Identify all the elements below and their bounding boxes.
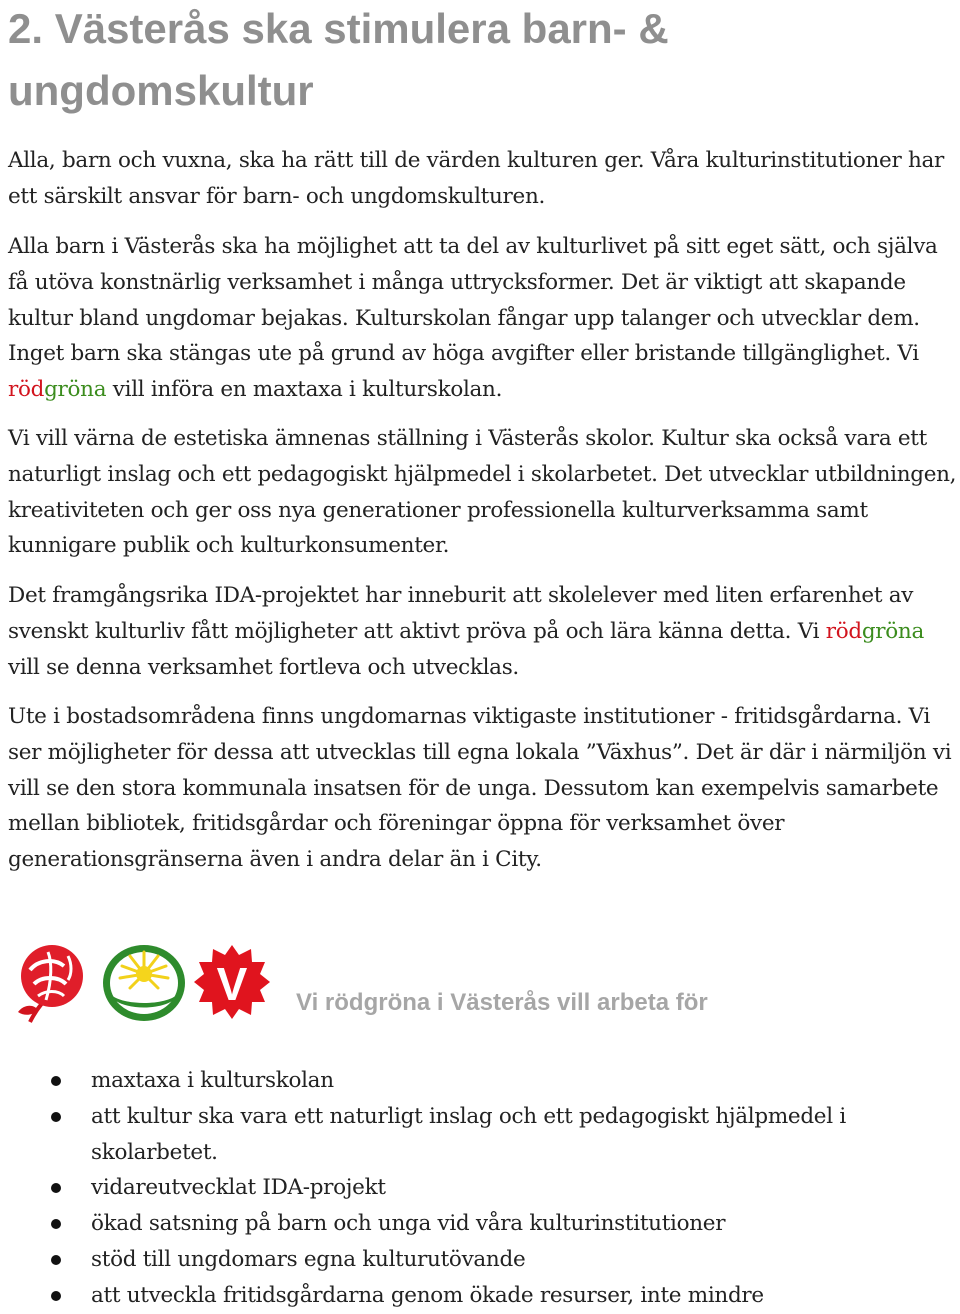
paragraph-text: Alla barn i Västerås ska ha möjlighet att ta del av kulturlivet på sitt eget sätt, och själva få utöva konstnärlig verksamhet i många uttrycksformer. Det är viktigt att skapande kultur bland ungdomar bejakas. Kulturskolan fångar upp talanger och utvecklar dem. Inget barn ska stängas ute på grund av höga avgifter eller bristande tillgänglighet. Vi xyxy=(8,234,938,367)
v-star-logo-icon xyxy=(194,944,270,1020)
list-item xyxy=(0,1170,906,1206)
rod-part: röd xyxy=(8,377,45,403)
rose-logo-icon xyxy=(8,940,92,1026)
list-item-text: maxtaxa i kulturskolan xyxy=(91,1068,334,1093)
paragraph-youth-centers: Ute i bostadsområdena finns ungdomarnas viktigaste institutioner - fritidsgårdarna. Vi ser möjligheter för dessa att utvecklas till egna lokala ”Växhus”. Det är där i närmiljön vi vill se den stora kommunala insatsen för de unga. Dessutom kan exempelvis samarbete mellan bibliotek, fritidsgårdar och föreningar öppna för verksamhet över generationsgränserna även i andra delar än i City. xyxy=(8,704,952,873)
list-item-text: stöd till ungdomars egna kulturutövande xyxy=(91,1246,526,1272)
paragraph-aesthetics: Vi vill värna de estetiska ämnenas ställning i Västerås skolor. Kultur ska också vara ett naturligt inslag och ett pedagogiskt hjälpmedel i skolarbetet. Det utvecklar utbildningen, kreativiteten och ger oss nya generationer professionella kulturverksamma samt kunnigare publik och kulturkonsumenter. xyxy=(8,426,957,559)
list-item-text: att kultur ska vara ett naturligt inslag och ett pedagogiskt hjälpmedel i skolarbetet. xyxy=(91,1103,846,1165)
bullet-icon xyxy=(51,1076,61,1086)
bullet-icon xyxy=(51,1219,61,1229)
list-item xyxy=(0,1063,906,1099)
list-item-text: att utveckla fritidsgårdarna genom ökade resurser, inte mindre xyxy=(91,1282,764,1308)
bullet-list xyxy=(0,1063,960,1314)
v-letter: V xyxy=(216,958,248,1010)
list-item xyxy=(0,1206,906,1242)
section-heading: 2. Västerås ska stimulera barn- & ungdomskultur xyxy=(8,5,669,114)
rodgrona-word xyxy=(826,619,924,644)
list-item xyxy=(0,1099,906,1171)
rodgrona-word xyxy=(8,377,106,402)
paragraph-children-culture xyxy=(8,229,960,408)
paragraph-ida-project xyxy=(8,578,960,685)
tagline: Vi rödgröna i Västerås vill arbeta för xyxy=(296,989,708,1016)
rod-part: röd xyxy=(825,618,862,644)
dandelion-logo-icon xyxy=(102,944,186,1022)
paragraph-tail: vill se denna verksamhet fortleva och utvecklas. xyxy=(8,654,519,680)
bullet-icon xyxy=(51,1112,61,1122)
paragraph-intro: Alla, barn och vuxna, ska ha rätt till de värden kulturen ger. Våra kulturinstitutioner har ett särskilt ansvar för barn- och ungdomskulturen. xyxy=(8,148,945,209)
list-item-text: ökad satsning på barn och unga vid våra kulturinstitutioner xyxy=(91,1211,726,1237)
bullet-icon xyxy=(51,1183,61,1193)
paragraph-tail: vill införa en maxtaxa i kulturskolan. xyxy=(112,377,503,403)
paragraph-text: Det framgångsrika IDA-projektet har inneburit att skolelever med liten erfarenhet av svenskt kulturliv fått möjligheter att aktivt pröva på och lära känna detta. Vi xyxy=(8,583,914,644)
list-item xyxy=(0,1242,906,1278)
bullet-icon xyxy=(51,1255,61,1265)
grona-part: gröna xyxy=(44,377,107,403)
bullet-icon xyxy=(51,1291,61,1301)
list-item xyxy=(0,1278,906,1314)
grona-part: gröna xyxy=(861,618,924,644)
list-item-text: vidareutvecklat IDA-projekt xyxy=(91,1175,386,1201)
